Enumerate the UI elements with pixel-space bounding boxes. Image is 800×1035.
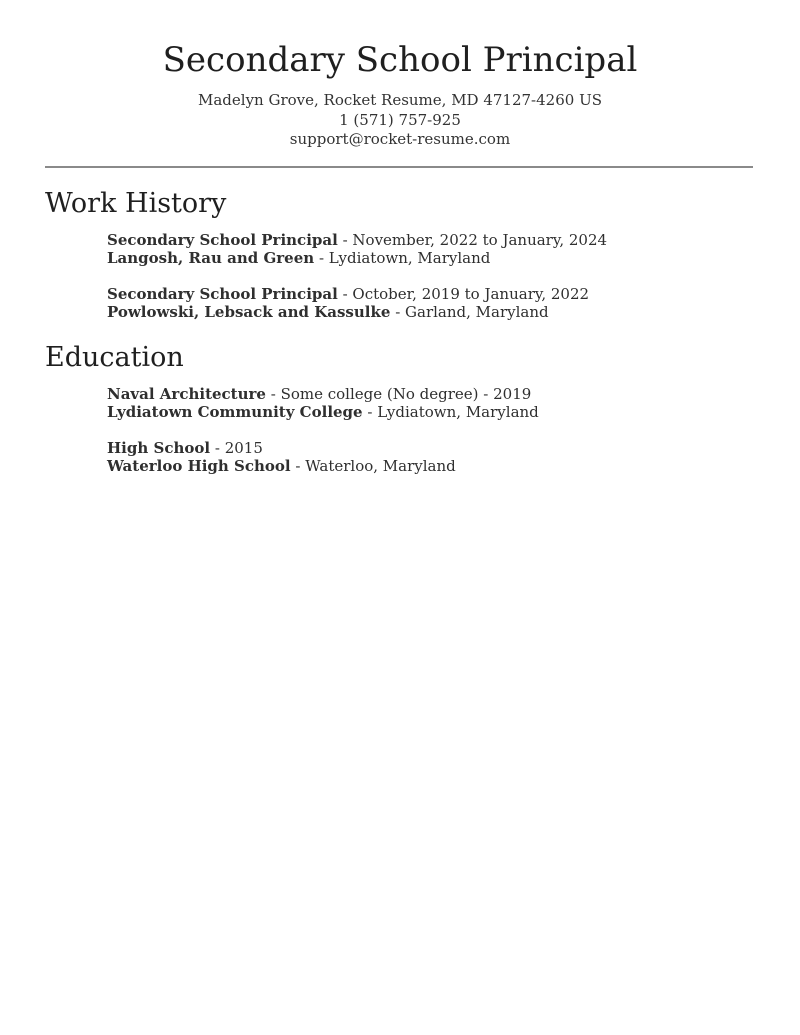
school-location: - Lydiatown, Maryland (367, 403, 539, 421)
school-location: - Waterloo, Maryland (295, 457, 456, 475)
degree-detail: - 2015 (214, 438, 263, 457)
job-dates: - October, 2019 to January, 2022 (342, 284, 590, 303)
contact-email: support@rocket-resume.com (289, 130, 511, 148)
employer-line (107, 303, 753, 322)
resume-title: Secondary School Principal (162, 40, 638, 80)
degree-name: Naval Architecture (107, 384, 266, 403)
employer-name: Powlowski, Lebsack and Kassulke (107, 303, 391, 321)
school-line (107, 457, 753, 476)
section-education (45, 343, 753, 476)
employer-line (107, 249, 753, 268)
job-location: - Garland, Maryland (395, 303, 549, 321)
job-location: - Lydiatown, Maryland (318, 249, 491, 267)
job-title-line (107, 231, 753, 250)
work-entry (45, 285, 753, 322)
job-dates: - November, 2022 to January, 2024 (342, 230, 608, 249)
degree-detail: - Some college (No degree) - 2019 (270, 384, 532, 403)
resume-body (0, 189, 800, 476)
school-line (107, 403, 753, 422)
employer-name: Langosh, Rau and Green (107, 249, 315, 267)
contact-phone: 1 (571) 757-925 (339, 110, 461, 129)
degree-line (107, 385, 753, 404)
resume-header (0, 0, 800, 150)
education-heading: Education (45, 341, 184, 373)
degree-name: High School (107, 438, 211, 457)
degree-line (107, 439, 753, 458)
work-entry (45, 231, 753, 268)
section-work-history (45, 189, 753, 322)
school-name: Waterloo High School (107, 457, 291, 475)
header-divider (45, 166, 753, 168)
job-title: Secondary School Principal (107, 284, 338, 303)
job-title: Secondary School Principal (107, 230, 338, 249)
contact-address: Madelyn Grove, Rocket Resume, MD 47127-4260 US (197, 91, 602, 109)
education-entry (45, 439, 753, 476)
work-history-heading: Work History (45, 187, 227, 219)
job-title-line (107, 285, 753, 304)
school-name: Lydiatown Community College (107, 403, 363, 421)
education-entry (45, 385, 753, 422)
